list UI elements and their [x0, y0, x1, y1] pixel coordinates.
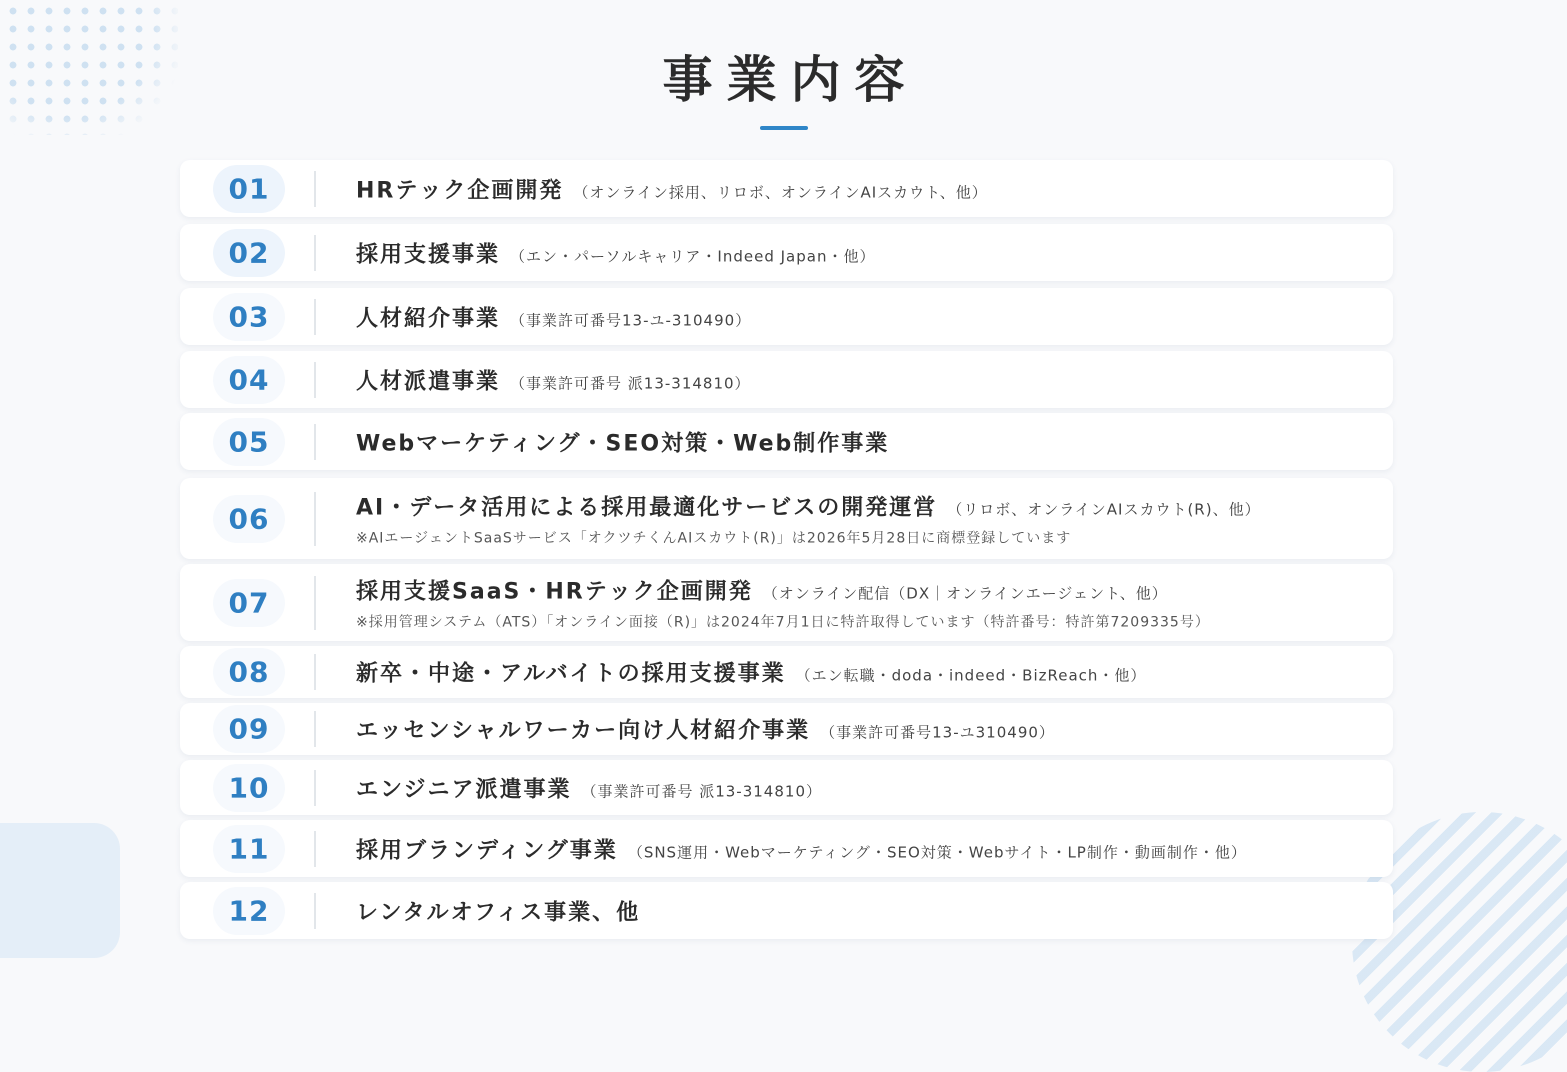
- item-title: レンタルオフィス事業、他: [356, 900, 641, 925]
- item-note: （オンライン配信（DX｜オンラインエージェント、他）: [762, 584, 1168, 602]
- item-title: 採用支援事業: [356, 242, 501, 267]
- item-subnote: ※採用管理システム（ATS）「オンライン面接（R)」は2024年7月1日に特許取得しています（特許番号：特許第7209335号）: [356, 614, 1210, 630]
- divider: [314, 770, 316, 806]
- divider: [314, 362, 316, 398]
- divider: [314, 831, 316, 867]
- item-title: Webマーケティング・SEO対策・Web制作事業: [356, 431, 890, 456]
- divider: [314, 492, 316, 546]
- item-number: 01: [228, 172, 270, 205]
- list-item: [180, 646, 1393, 698]
- item-title: HRテック企画開発: [356, 178, 564, 203]
- item-number: 09: [228, 712, 270, 746]
- divider: [314, 424, 316, 460]
- list-item: [180, 820, 1393, 877]
- item-number: 05: [228, 425, 270, 458]
- divider: [314, 711, 316, 747]
- item-number: 07: [228, 586, 270, 619]
- item-number: 11: [228, 832, 270, 865]
- list-item: [180, 224, 1393, 281]
- divider: [314, 576, 316, 630]
- item-number: 12: [228, 894, 270, 927]
- item-note: （エン転職・doda・indeed・BizReach・他）: [795, 666, 1147, 685]
- item-number: 03: [228, 300, 270, 333]
- list-item: [180, 760, 1393, 815]
- divider: [314, 235, 316, 271]
- list-item: [180, 413, 1393, 470]
- item-note: （SNS運用・Webマーケティング・SEO対策・Webサイト・LP制作・動画制作・他）: [627, 843, 1247, 861]
- item-title: 新卒・中途・アルバイトの採用支援事業: [356, 661, 786, 687]
- list-item: [180, 478, 1393, 559]
- item-note: （事業許可番号13-ユ-310490）: [510, 311, 752, 329]
- item-note: （エン・パーソルキャリア・Indeed Japan・他）: [510, 247, 876, 265]
- list-item: [180, 703, 1393, 755]
- item-note: （事業許可番号13-ユ310490）: [820, 723, 1055, 742]
- item-number: 10: [228, 771, 270, 804]
- item-title: エンジニア派遣事業: [356, 777, 572, 802]
- divider: [314, 299, 316, 335]
- item-note: （事業許可番号 派13-314810）: [510, 374, 751, 392]
- item-note: （オンライン採用、リロボ、オンラインAIスカウト、他）: [573, 183, 988, 201]
- list-item: [180, 160, 1393, 217]
- list-item: [180, 288, 1393, 345]
- item-number: 02: [228, 236, 270, 269]
- item-title: 採用ブランディング事業: [356, 838, 618, 863]
- item-title: 人材紹介事業: [356, 306, 501, 331]
- divider: [314, 654, 316, 690]
- divider: [314, 893, 316, 929]
- item-number: 08: [228, 655, 270, 689]
- divider: [314, 171, 316, 207]
- list-item: [180, 882, 1393, 939]
- item-title: 採用支援SaaS・HRテック企画開発: [356, 579, 753, 604]
- list-item: [180, 351, 1393, 408]
- page-title: 事業内容: [662, 51, 919, 109]
- item-number: 04: [228, 363, 270, 396]
- item-note: （リロボ、オンラインAIスカウト(R)、他）: [947, 500, 1261, 518]
- item-title: AI・データ活用による採用最適化サービスの開発運営: [356, 495, 938, 520]
- item-title: 人材派遣事業: [356, 369, 501, 394]
- item-number: 06: [228, 502, 270, 535]
- item-note: （事業許可番号 派13-314810）: [581, 782, 822, 800]
- list-item: [180, 564, 1393, 641]
- item-subnote: ※AIエージェントSaaSサービス「オクツチくんAIスカウト(R)」は2026年5月28日に商標登録しています: [356, 530, 1072, 546]
- item-title: エッセンシャルワーカー向け人材紹介事業: [356, 718, 811, 744]
